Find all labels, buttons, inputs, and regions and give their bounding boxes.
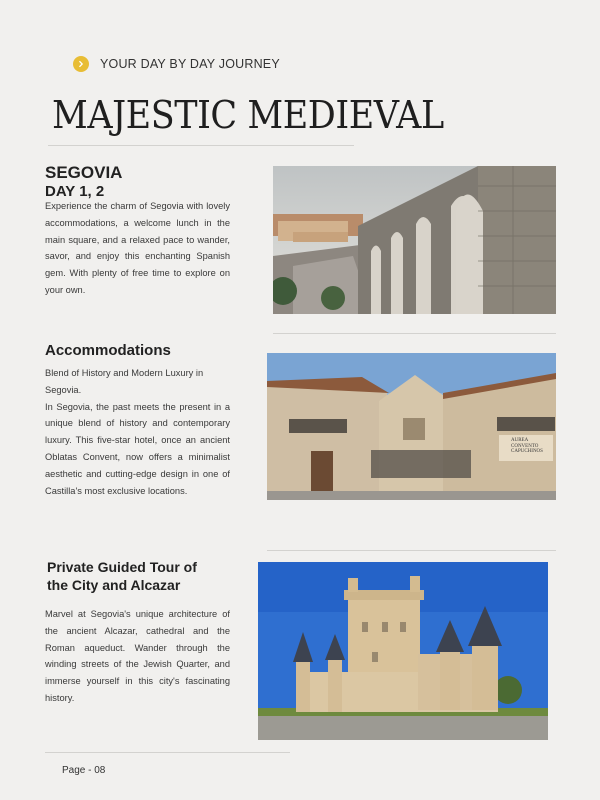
alcazar-photo [258,562,548,740]
tour-description: Marvel at Segovia's unique architecture of the ancient Alcazar, cathedral and the Roman aqueduct. Wander through the winding streets of the Jewish Quarter, and immerse yourself in this city's fascinating history. [45,609,230,703]
section-divider-1 [273,333,556,334]
hotel-sign-line3: CAPUCHINOS [511,449,543,454]
hotel-photo [267,353,556,500]
accommodations-description: In Segovia, the past meets the present in a unique blend of history and contemporary luxury. This five-star hotel, once an ancient Oblatas Convent, now offers a minimalist aesthetic and cutting-edge design in one of Castilla's most exclusive locations. [45,401,230,496]
chevron-right-icon [73,56,89,72]
section-days: DAY 1, 2 [45,183,105,200]
aqueduct-photo [273,166,556,314]
tour-heading-line1: Private Guided Tour of [47,559,197,575]
page-title: MAJESTIC MEDIEVAL [52,93,444,137]
section-title-tour [47,558,197,594]
segovia-description: Experience the charm of Segovia with lovely accommodations, a welcome lunch in the main square, and a relaxed pace to wander, savor, and enjoy this enchanting Spanish gem. With plenty of free time to explore on your own. [45,201,230,295]
tour-heading-line2: the City and Alcazar [47,577,181,593]
page-number: Page - 08 [62,765,106,776]
section-title-segovia: SEGOVIA [45,163,123,182]
footer-divider [45,752,290,753]
hotel-sign-line2: CONVENTO [511,443,539,449]
section-title-accommodations: Accommodations [45,342,171,359]
section-divider-2 [267,550,556,551]
title-divider [48,145,354,146]
hotel-sign-line1: AUREA [511,438,529,443]
accommodations-intro: Blend of History and Modern Luxury in Segovia. [45,368,204,395]
kicker-text: YOUR DAY BY DAY JOURNEY [100,57,280,71]
